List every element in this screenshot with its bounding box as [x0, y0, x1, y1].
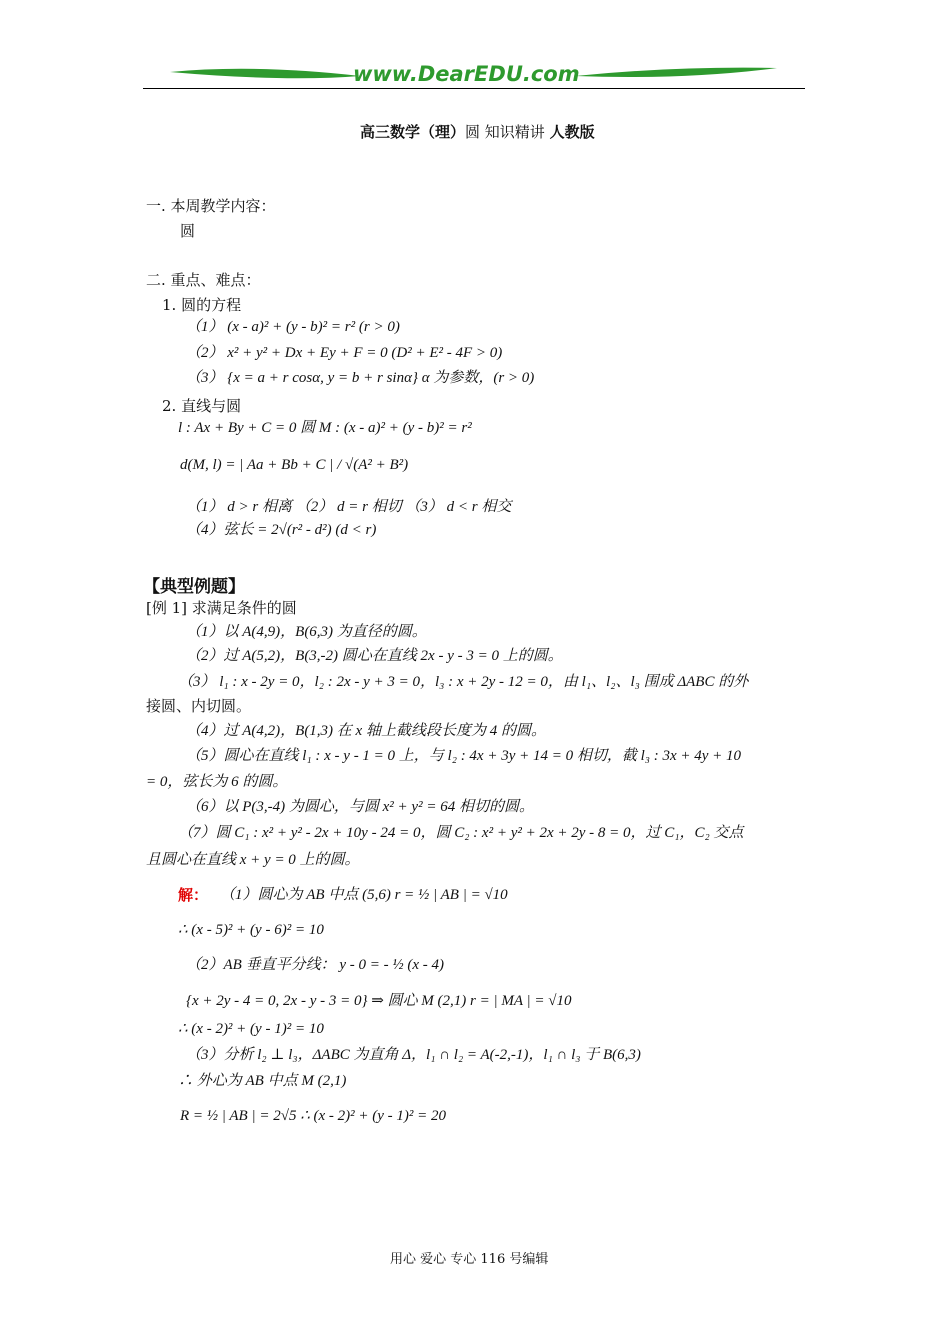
chord-length: （4）弦长 = 2√(r² - d²) (d < r): [186, 522, 377, 538]
solution-step2: （2）AB 垂直平分线： y - 0 = - ½ (x - 4): [186, 957, 444, 973]
solution-step2-system: {x + 2y - 4 = 0, 2x - y - 3 = 0} ⇒ 圆心 M (2,1) r = | MA | = √10: [186, 993, 572, 1009]
example1-item6: （6）以 P(3,-4) 为圆心，与圆 x² + y² = 64 相切的圆。: [186, 799, 534, 815]
solution-step2-result: ∴ (x - 2)² + (y - 1)² = 10: [178, 1021, 324, 1037]
example1-item1: （1）以 A(4,9)，B(6,3) 为直径的圆。: [186, 624, 427, 640]
example1-item3: （3） l₁ : x - 2y = 0，l₂ : 2x - y + 3 = 0，l₃ : x + 2y - 12 = 0，由 l₁、l₂、l₃ 围成 ΔABC 的外: [178, 674, 749, 690]
solution-label: 解：: [178, 886, 209, 904]
section2-heading: 二. 重点、难点：: [146, 271, 261, 289]
page-footer: 用心 爱心 专心 116 号编辑: [390, 1252, 549, 1267]
section1-content: 圆: [180, 222, 196, 240]
logo-text: www.DearEDU.com: [353, 62, 580, 86]
line-circle-title: 2. 直线与圆: [162, 397, 242, 415]
title-pre: 高三数学（理）: [360, 123, 466, 141]
doc-title: [360, 122, 595, 142]
examples-heading: 【典型例题】: [143, 577, 245, 597]
example1-item5: （5）圆心在直线 l₁ : x - y - 1 = 0 上，与 l₂ : 4x + 3y + 14 = 0 相切，截 l₃ : 3x + 4y + 10: [186, 748, 742, 764]
solution-step3-center: ∴ 外心为 AB 中点 M (2,1): [178, 1073, 347, 1089]
equation-standard: （1） (x - a)² + (y - b)² = r² (r > 0): [186, 319, 400, 335]
example1-item2: （2）过 A(5,2)，B(3,-2) 圆心在直线 2x - y - 3 = 0 上的圆。: [186, 648, 563, 664]
title-mid: 圆 知识精讲: [465, 123, 550, 141]
solution-step1: （1）圆心为 AB 中点 (5,6) r = ½ | AB | = √10: [220, 887, 508, 903]
line-circle-equations: l : Ax + By + C = 0 圆 M : (x - a)² + (y - b)² = r²: [178, 420, 472, 436]
solution-step3: （3）分析 l₂ ⊥ l₃，ΔABC 为直角 Δ，l₁ ∩ l₂ = A(-2,-1)，l₁ ∩ l₃ 于 B(6,3): [186, 1047, 641, 1063]
position-relations: （1） d > r 相离 （2） d = r 相切 （3） d < r 相交: [186, 499, 512, 515]
example1-title: [例 1] 求满足条件的圆: [146, 599, 297, 617]
example1-item7: （7）圆 C₁ : x² + y² - 2x + 10y - 24 = 0，圆 C₂ : x² + y² + 2x + 2y - 8 = 0，过 C₁，C₂ 交点: [178, 825, 744, 841]
section1-heading: 一. 本周教学内容：: [146, 197, 276, 215]
example1-item4: （4）过 A(4,2)，B(1,3) 在 x 轴上截线段长度为 4 的圆。: [186, 723, 546, 739]
example1-item3-cont: 接圆、内切圆。: [146, 697, 252, 715]
example1-item5-cont: = 0，弦长为 6 的圆。: [146, 774, 288, 790]
equation-parametric: （3） {x = a + r cosα, y = b + r sinα} α 为参数，(r > 0): [186, 370, 535, 386]
example1-item7-cont: 且圆心在直线 x + y = 0 上的圆。: [146, 852, 360, 868]
solution-step1-result: ∴ (x - 5)² + (y - 6)² = 10: [178, 922, 324, 938]
equation-general: （2） x² + y² + Dx + Ey + F = 0 (D² + E² - 4F > 0): [186, 345, 503, 361]
title-post: 人教版: [549, 123, 595, 141]
solution-step3-result: R = ½ | AB | = 2√5 ∴ (x - 2)² + (y - 1)² = 20: [180, 1108, 447, 1124]
circle-equation-title: 1. 圆的方程: [162, 296, 242, 314]
header-logo: [165, 58, 780, 88]
header-rule: [143, 88, 805, 89]
distance-formula: d(M, l) = | Aa + Bb + C | / √(A² + B²): [180, 457, 409, 473]
